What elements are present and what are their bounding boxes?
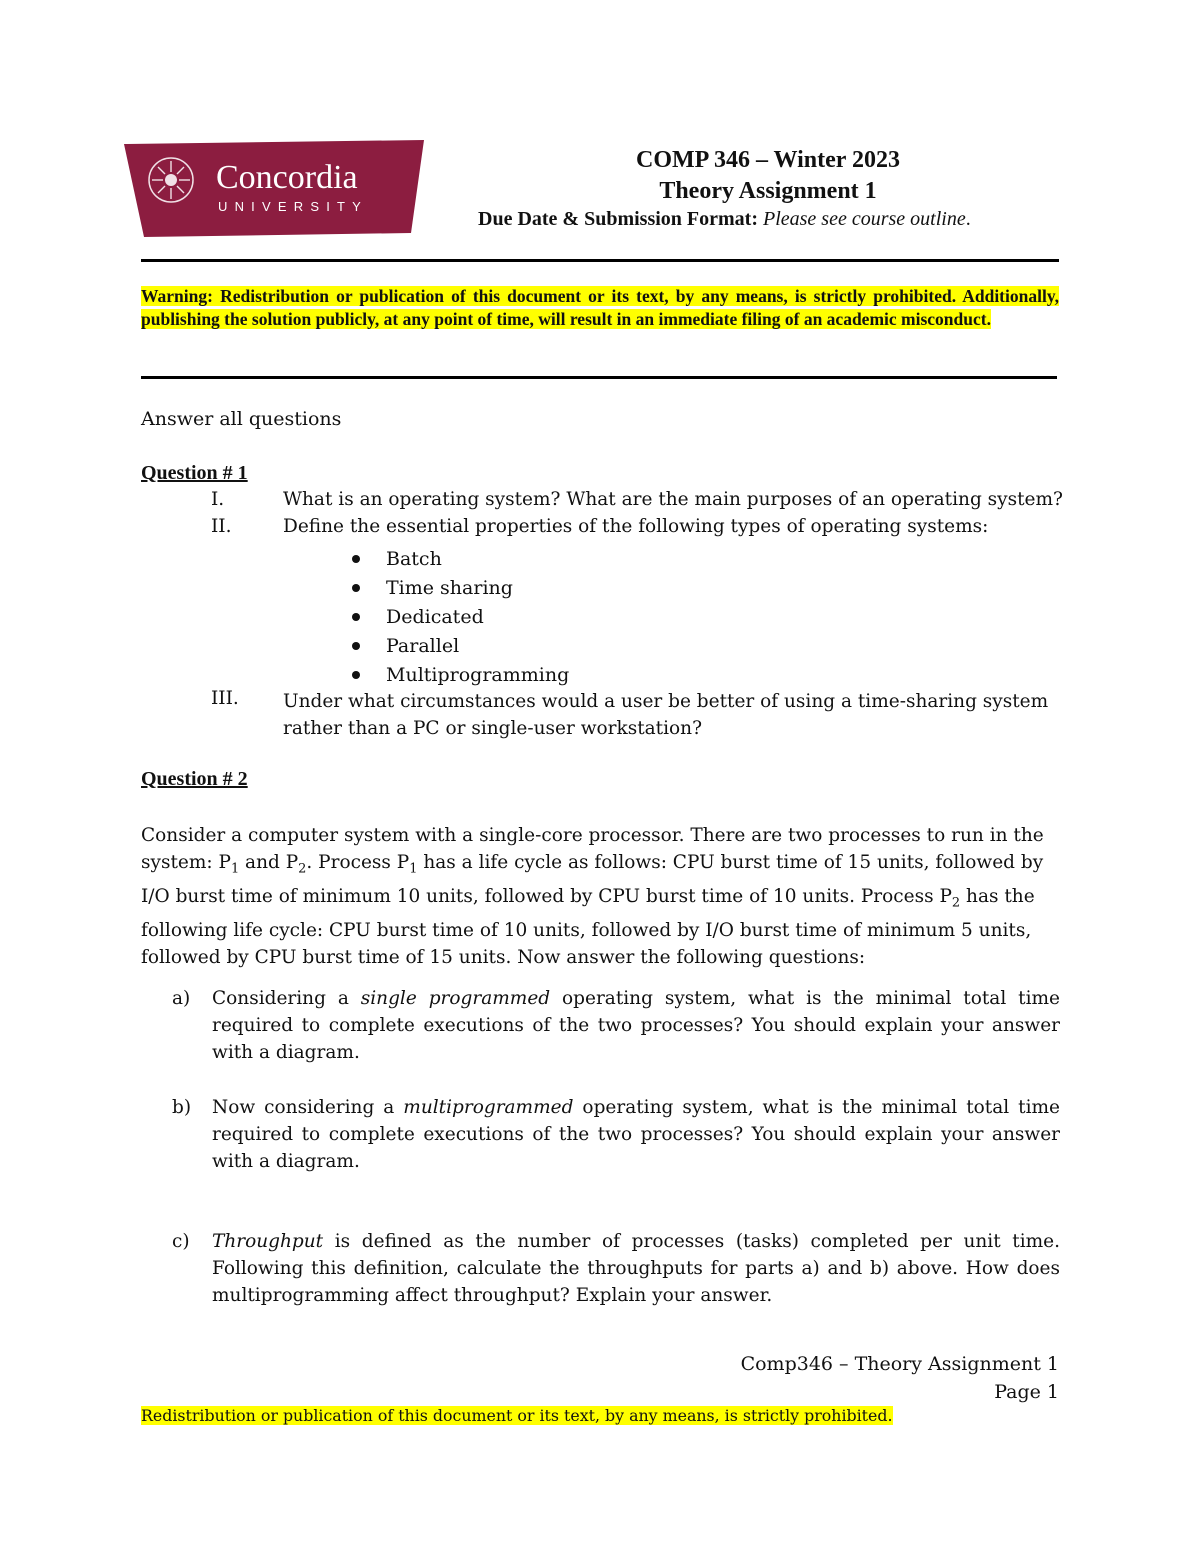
due-date-line: Due Date & Submission Format: Please see course outline. (478, 208, 971, 230)
top-rule (141, 259, 1059, 262)
svg-text:UNIVERSITY: UNIVERSITY (218, 199, 369, 214)
part-label: a) (172, 988, 191, 1009)
item-number: III. (211, 688, 239, 709)
part-label: c) (172, 1231, 190, 1252)
concordia-logo (124, 140, 424, 237)
instructions: Answer all questions (141, 408, 342, 430)
due-label: Due Date & Submission Format: (478, 208, 758, 230)
bullet-icon (352, 613, 360, 621)
part-label: b) (172, 1097, 192, 1118)
warning-notice (141, 285, 1059, 331)
item-number: II. (211, 516, 232, 537)
question-2-title: Question # 2 (141, 768, 248, 790)
list-item: Parallel (352, 631, 569, 660)
question-1-item-i: What is an operating system? What are the main purposes of an operating system? (283, 489, 1063, 510)
os-types-list (352, 544, 569, 689)
svg-text:Concordia: Concordia (216, 159, 358, 196)
bullet-icon (352, 642, 360, 650)
question-2-part-b: b) Now considering a multiprogrammed operating system, what is the minimal total time required to complete executions of the two processes? You should explain your answer with a diagram. (172, 1094, 1060, 1175)
list-item: Batch (352, 544, 569, 573)
footer-title: Comp346 – Theory Assignment 1 (740, 1353, 1059, 1375)
item-number: I. (211, 489, 225, 510)
question-2-part-a: a) Considering a single programmed operating system, what is the minimal total time required to complete executions of the two processes? You should explain your answer with a diagram. (172, 985, 1060, 1066)
bullet-icon (352, 584, 360, 592)
question-2-part-c: c) Throughput is defined as the number of processes (tasks) completed per unit time. Following this definition, calculate the throughputs for parts a) and b) above. How does multiprogramming affect throughput? Explain your answer. (172, 1228, 1060, 1309)
bullet-icon (352, 671, 360, 679)
course-title: COMP 346 – Winter 2023 (636, 147, 900, 173)
due-value: Please see course outline (763, 208, 966, 230)
list-item: Time sharing (352, 573, 569, 602)
list-item: Multiprogramming (352, 660, 569, 689)
bullet-icon (352, 555, 360, 563)
page-number: Page 1 (994, 1381, 1059, 1403)
question-1-title: Question # 1 (141, 462, 248, 484)
assignment-title: Theory Assignment 1 (659, 178, 877, 204)
seal-icon (149, 158, 193, 202)
question-1-item-iii: Under what circumstances would a user be better of using a time-sharing system rather than a PC or single-user workstation? (283, 691, 1049, 739)
list-item: Dedicated (352, 602, 569, 631)
footer-warning: Redistribution or publication of this document or its text, by any means, is strictly prohibited. (141, 1406, 893, 1425)
question-2-intro: Consider a computer system with a single-core processor. There are two processes to run in the system: $P_1$ and $P_2$. Process $P_1$ has a life cycle as follows: CPU burst time of 15 units, followed by I/O burst time of minimum 10 units, followed by CPU burst time of 10 units. Process $P_2$ has the following life cycle: CPU burst time of 10 units, followed by I/O burst time of minimum 5 units, followed by CPU burst time of 15 units. Now answer the following questions: (141, 825, 1044, 969)
warning-text: Warning: Redistribution or publication of this document or its text, by any means, is strictly prohibited. Additionally, publishing the solution publicly, at any point of time, will result in an immediate filing of an academic misconduct. (141, 286, 1059, 329)
question-1-item-ii: Define the essential properties of the following types of operating systems: (283, 516, 989, 537)
bottom-rule (141, 376, 1057, 379)
